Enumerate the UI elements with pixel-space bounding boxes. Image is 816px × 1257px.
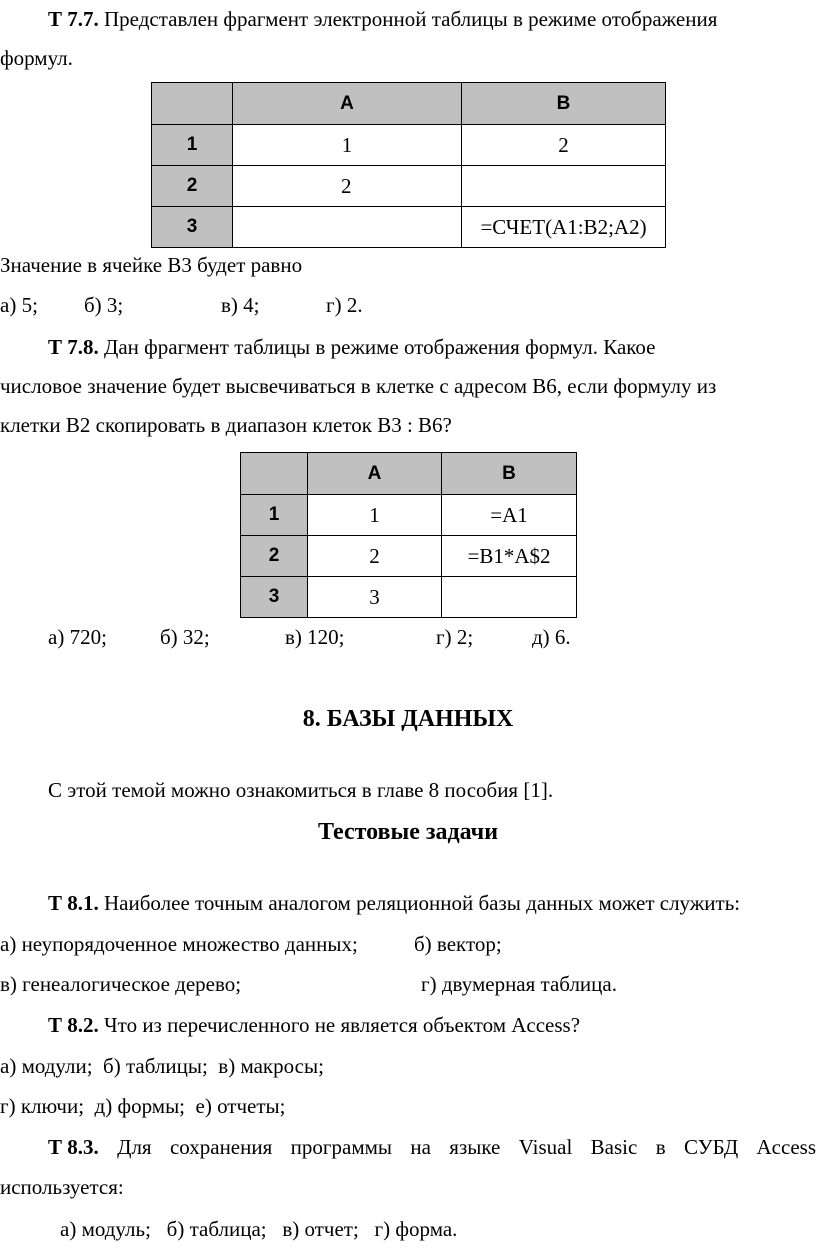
- cell-b3: [442, 577, 577, 618]
- answer-option: д) 6.: [532, 625, 571, 649]
- question-number: Т 7.7.: [48, 7, 99, 31]
- question-t82: [48, 1012, 580, 1038]
- question-text: Представлен фрагмент электронной таблицы в режиме отображения: [104, 7, 718, 31]
- answer-option: б) 32;: [160, 625, 210, 649]
- question-t77-prompt: Значение в ячейке B3 будет равно: [0, 253, 303, 277]
- question-text: Дан фрагмент таблицы в режиме отображения формул. Какое: [104, 335, 656, 359]
- cell-a1: 1: [233, 125, 462, 166]
- spreadsheet-table-t78: [240, 452, 577, 618]
- cell-a3: 3: [308, 577, 442, 618]
- cell-b1: 2: [462, 125, 666, 166]
- column-header-a: A: [233, 83, 462, 125]
- question-word: СУБД: [683, 1135, 739, 1159]
- answer-option: а) неупорядоченное множество данных;: [0, 932, 358, 956]
- section-title: 8. БАЗЫ ДАННЫХ: [302, 706, 514, 732]
- question-word: Access: [756, 1135, 816, 1159]
- cell-b3: =СЧЕТ(A1:B2;A2): [462, 207, 666, 248]
- question-t83-line1: [48, 1134, 816, 1160]
- answer-option: г) двумерная таблица.: [421, 972, 617, 996]
- column-header-a: A: [308, 453, 442, 495]
- corner-cell: [152, 83, 233, 125]
- question-number: Т 8.2.: [48, 1013, 99, 1037]
- row-header: 3: [241, 577, 308, 618]
- question-word: Для: [117, 1135, 152, 1159]
- answer-option: в) 4;: [221, 293, 260, 317]
- question-word: в: [655, 1135, 666, 1159]
- answer-option: в) генеалогическое дерево;: [0, 972, 242, 996]
- question-t78-line3: клетки B2 скопировать в диапазон клеток B3 : B6?: [0, 413, 452, 437]
- question-word: программы: [290, 1135, 393, 1159]
- answer-option: б) вектор;: [414, 932, 502, 956]
- question-t77-line1: [48, 6, 717, 32]
- row-header: 2: [152, 166, 233, 207]
- answer-options-line: а) модуль; б) таблица; в) отчет; г) форма.: [60, 1217, 458, 1241]
- question-word: языке: [449, 1135, 501, 1159]
- question-t78-line2: числовое значение будет высвечиваться в клетке с адресом B6, если формулу из: [0, 374, 717, 398]
- answer-option: г) 2.: [326, 293, 363, 317]
- section-intro: С этой темой можно ознакомиться в главе 8 пособия [1].: [48, 778, 554, 802]
- question-word: Visual: [518, 1135, 573, 1159]
- answer-option: а) 720;: [48, 625, 107, 649]
- answer-option: б) 3;: [84, 293, 124, 317]
- question-t77-line2: формул.: [0, 46, 73, 70]
- answer-options-line: а) модули; б) таблицы; в) макросы;: [0, 1054, 324, 1078]
- answer-option: в) 120;: [285, 625, 345, 649]
- section-subtitle: Тестовые задачи: [317, 819, 499, 845]
- answer-option: а) 5;: [0, 293, 38, 317]
- spreadsheet-table-t77: [151, 82, 666, 248]
- question-t83-line2: используется:: [0, 1175, 124, 1199]
- corner-cell: [241, 453, 308, 495]
- cell-b1: =A1: [442, 495, 577, 536]
- question-t81: [48, 890, 740, 916]
- question-text: Наиболее точным аналогом реляционной базы данных может служить:: [104, 891, 741, 915]
- cell-a1: 1: [308, 495, 442, 536]
- question-number: Т 8.3.: [48, 1135, 99, 1159]
- row-header: 2: [241, 536, 308, 577]
- cell-a2: 2: [308, 536, 442, 577]
- column-header-b: B: [442, 453, 577, 495]
- cell-b2: [462, 166, 666, 207]
- column-header-b: B: [462, 83, 666, 125]
- question-number: Т 8.1.: [48, 891, 99, 915]
- question-word: сохранения: [169, 1135, 273, 1159]
- answer-option: г) 2;: [436, 625, 474, 649]
- cell-b2: =B1*A$2: [442, 536, 577, 577]
- row-header: 1: [152, 125, 233, 166]
- cell-a3: [233, 207, 462, 248]
- row-header: 3: [152, 207, 233, 248]
- question-text: Что из перечисленного не является объектом Access?: [104, 1013, 581, 1037]
- answer-options-line: г) ключи; д) формы; е) отчеты;: [0, 1094, 286, 1118]
- cell-a2: 2: [233, 166, 462, 207]
- question-word: на: [410, 1135, 431, 1159]
- question-word: Basic: [590, 1135, 638, 1159]
- question-t78-line1: [48, 334, 655, 360]
- row-header: 1: [241, 495, 308, 536]
- question-number: Т 7.8.: [48, 335, 99, 359]
